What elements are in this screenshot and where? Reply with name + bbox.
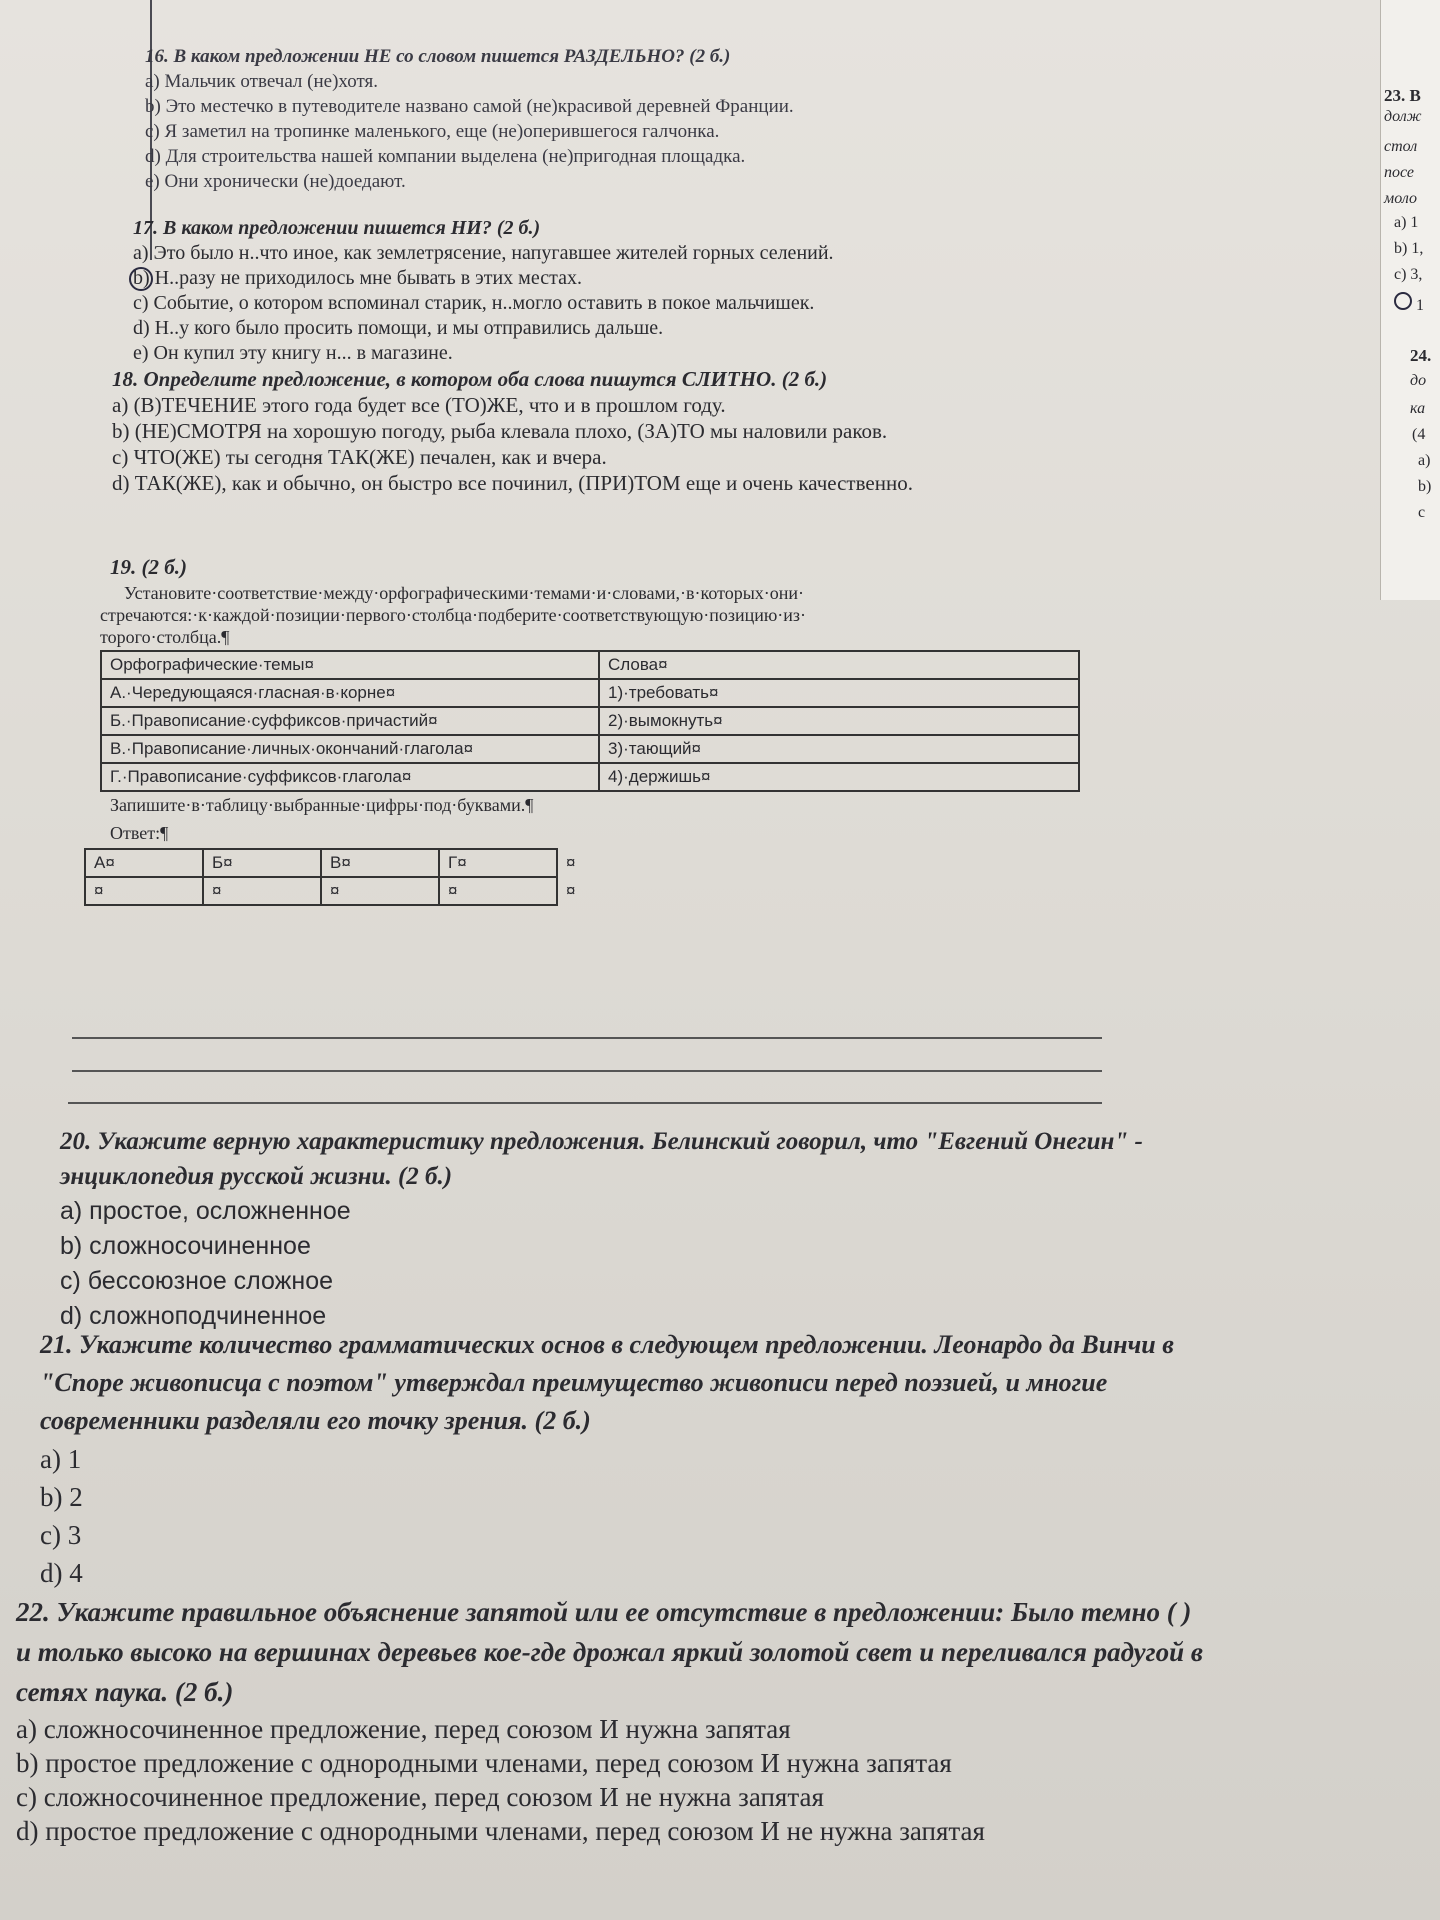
question-20-title-line-2: энциклопедия русской жизни. (2 б.) bbox=[60, 1163, 453, 1190]
matching-header-words: Слова¤ bbox=[599, 651, 1079, 679]
question-18-title: 18. Определите предложение, в котором оба слова пишутся СЛИТНО. (2 б.) bbox=[112, 367, 828, 391]
answer-header-a: А¤ bbox=[85, 849, 203, 877]
question-21-title-line-3: современники разделяли его точку зрения. (2 б.) bbox=[40, 1406, 591, 1435]
question-20-title-line-1: 20. Укажите верную характеристику предложения. Белинский говорил, что "Евгений Онегин" - bbox=[60, 1128, 1143, 1155]
side-fragment-marked bbox=[1394, 292, 1424, 315]
answer-line bbox=[72, 1037, 1102, 1039]
question-19-instruction-2: стречаются:·к·каждой·позиции·первого·столбца·подберите·соответствующую·позицию·из· bbox=[100, 605, 807, 625]
question-22-option-b[interactable]: b) простое предложение с однородными членами, перед союзом И нужна запятая bbox=[16, 1748, 952, 1778]
question-16 bbox=[145, 44, 794, 194]
question-17-option-a[interactable]: a) Это было н..что иное, как землетрясение, напугавшее жителей горных селений. bbox=[133, 242, 834, 264]
table-row bbox=[101, 707, 1079, 735]
question-17-option-d[interactable]: d) Н..у кого было просить помощи, и мы отправились дальше. bbox=[133, 317, 664, 339]
question-18-option-b[interactable]: b) (НЕ)СМОТРЯ на хорошую погоду, рыба клевала плохо, (ЗА)ТО мы наловили раков. bbox=[112, 419, 888, 443]
side-fragment: до bbox=[1410, 372, 1427, 389]
question-21 bbox=[40, 1326, 1174, 1592]
answer-header-g: Г¤ bbox=[439, 849, 557, 877]
side-fragment: моло bbox=[1384, 190, 1417, 207]
question-20 bbox=[60, 1124, 1143, 1334]
question-16-option-b[interactable]: b) Это местечко в путеводителе названо самой (не)красивой деревней Франции. bbox=[145, 96, 794, 117]
side-fragment: b) 1, bbox=[1394, 240, 1424, 257]
side-fragment: 24. bbox=[1410, 346, 1432, 365]
answer-cell-v[interactable]: ¤ bbox=[321, 877, 439, 905]
table-row bbox=[101, 679, 1079, 707]
answer-row-end: ¤ bbox=[566, 853, 576, 872]
question-17-option-e[interactable]: e) Он купил эту книгу н... в магазине. bbox=[133, 342, 453, 364]
question-18-option-a[interactable]: a) (В)ТЕЧЕНИЕ этого года будет все (ТО)ЖЕ, что и в прошлом году. bbox=[112, 393, 726, 417]
answer-circle-mark bbox=[1394, 292, 1412, 310]
side-fragment: c bbox=[1418, 504, 1426, 521]
side-fragment: ка bbox=[1410, 400, 1426, 417]
matching-topic-g: Г.·Правописание·суффиксов·глагола¤ bbox=[101, 763, 599, 791]
answer-cell-b[interactable]: ¤ bbox=[203, 877, 321, 905]
side-fragment: c) 3, bbox=[1394, 266, 1423, 283]
answer-table bbox=[84, 848, 585, 906]
table-row bbox=[101, 735, 1079, 763]
question-21-option-c[interactable]: c) 3 bbox=[40, 1520, 82, 1550]
matching-header-topics: Орфографические·темы¤ bbox=[101, 651, 599, 679]
matching-topic-a: А.·Чередующаяся·гласная·в·корне¤ bbox=[101, 679, 599, 707]
question-16-option-e[interactable]: e) Они хронически (не)доедают. bbox=[145, 171, 406, 192]
matching-word-1: 1)·требовать¤ bbox=[599, 679, 1079, 707]
matching-word-4: 4)·держишь¤ bbox=[599, 763, 1079, 791]
matching-word-2: 2)·вымокнуть¤ bbox=[599, 707, 1079, 735]
side-fragment: a) bbox=[1418, 452, 1431, 469]
answer-table-header bbox=[85, 849, 584, 877]
matching-table bbox=[100, 650, 1080, 792]
question-16-title: 16. В каком предложении НЕ со словом пишется РАЗДЕЛЬНО? (2 б.) bbox=[145, 46, 731, 67]
side-fragment: долж bbox=[1384, 108, 1422, 125]
question-21-title-line-1: 21. Укажите количество грамматических основ в следующем предложении. Леонардо да Винчи в bbox=[40, 1330, 1174, 1359]
table-row bbox=[101, 763, 1079, 791]
side-fragment-text: 1 bbox=[1416, 297, 1424, 314]
answer-header-v: В¤ bbox=[321, 849, 439, 877]
question-19-title: 19. (2 б.) bbox=[110, 555, 187, 579]
question-22-option-d[interactable]: d) простое предложение с однородными членами, перед союзом И не нужна запятая bbox=[16, 1816, 985, 1846]
question-17-option-c[interactable]: c) Событие, о котором вспоминал старик, н..могло оставить в покое мальчишек. bbox=[133, 292, 815, 314]
question-17-option-b-text: b) Н..разу не приходилось мне бывать в этих местах. bbox=[133, 267, 582, 289]
question-20-option-a[interactable]: a) простое, осложненное bbox=[60, 1197, 351, 1225]
question-22-title-line-2: и только высоко на вершинах деревьев кое-где дрожал яркий золотой свет и переливался радугой в bbox=[16, 1637, 1203, 1667]
question-22-title-line-3: сетях паука. (2 б.) bbox=[16, 1677, 234, 1707]
answer-header-b: Б¤ bbox=[203, 849, 321, 877]
side-fragment: (4 bbox=[1412, 426, 1426, 443]
question-21-option-a[interactable]: a) 1 bbox=[40, 1444, 82, 1474]
side-fragment: стол bbox=[1384, 138, 1418, 155]
question-20-option-b[interactable]: b) сложносочиненное bbox=[60, 1232, 311, 1260]
answer-line bbox=[68, 1102, 1102, 1104]
side-fragment: посе bbox=[1384, 164, 1414, 181]
answer-circle-mark bbox=[129, 267, 153, 291]
question-17 bbox=[133, 216, 834, 366]
matching-table-header bbox=[101, 651, 1079, 679]
answer-cell-g[interactable]: ¤ bbox=[439, 877, 557, 905]
question-18-option-d[interactable]: d) ТАК(ЖЕ), как и обычно, он быстро все починил, (ПРИ)ТОМ еще и очень качественно. bbox=[112, 471, 913, 495]
side-fragment: a) 1 bbox=[1394, 214, 1419, 231]
matching-topic-v: В.·Правописание·личных·окончаний·глагола¤ bbox=[101, 735, 599, 763]
question-22-option-a[interactable]: a) сложносочиненное предложение, перед союзом И нужна запятая bbox=[16, 1714, 791, 1744]
question-19-instruction-1: Установите·соответствие·между·орфографическими·темами·и·словами,·в·которых·они· bbox=[124, 583, 805, 603]
matching-topic-b: Б.·Правописание·суффиксов·причастий¤ bbox=[101, 707, 599, 735]
question-21-option-d[interactable]: d) 4 bbox=[40, 1558, 83, 1588]
question-21-title-line-2: "Споре живописца с поэтом" утверждал преимущество живописи перед поэзией, и многие bbox=[40, 1368, 1108, 1397]
side-fragment: 23. В bbox=[1384, 86, 1421, 105]
answer-line bbox=[72, 1070, 1102, 1072]
write-note: Запишите·в·таблицу·выбранные·цифры·под·буквами.¶ bbox=[110, 795, 534, 815]
answer-label: Ответ:¶ bbox=[110, 823, 169, 843]
question-22-option-c[interactable]: c) сложносочиненное предложение, перед союзом И не нужна запятая bbox=[16, 1782, 824, 1812]
question-18 bbox=[112, 366, 913, 496]
answer-cell-a[interactable]: ¤ bbox=[85, 877, 203, 905]
question-19-instruction-3: торого·столбца.¶ bbox=[100, 627, 230, 647]
question-18-option-c[interactable]: c) ЧТО(ЖЕ) ты сегодня ТАК(ЖЕ) печален, как и вчера. bbox=[112, 445, 607, 469]
answer-row-end: ¤ bbox=[566, 881, 576, 900]
question-20-option-c[interactable]: c) бессоюзное сложное bbox=[60, 1267, 333, 1295]
question-22-title-line-1: 22. Укажите правильное объяснение запятой или ее отсутствие в предложении: Было темно ( ) bbox=[16, 1597, 1192, 1627]
question-21-option-b[interactable]: b) 2 bbox=[40, 1482, 83, 1512]
side-fragment: b) bbox=[1418, 478, 1432, 495]
question-22 bbox=[16, 1592, 1203, 1848]
question-20-option-d[interactable]: d) сложноподчиненное bbox=[60, 1302, 327, 1330]
question-16-option-d[interactable]: d) Для строительства нашей компании выделена (не)пригодная площадка. bbox=[145, 146, 746, 167]
matching-word-3: 3)·тающий¤ bbox=[599, 735, 1079, 763]
question-16-option-c[interactable]: c) Я заметил на тропинке маленького, еще (не)оперившегося галчонка. bbox=[145, 121, 720, 142]
question-19 bbox=[94, 555, 1080, 906]
question-17-title: 17. В каком предложении пишется НИ? (2 б.) bbox=[133, 217, 541, 239]
question-17-option-b[interactable] bbox=[133, 266, 834, 291]
question-16-option-a[interactable]: a) Мальчик отвечал (не)хотя. bbox=[145, 71, 378, 92]
answer-table-row bbox=[85, 877, 584, 905]
